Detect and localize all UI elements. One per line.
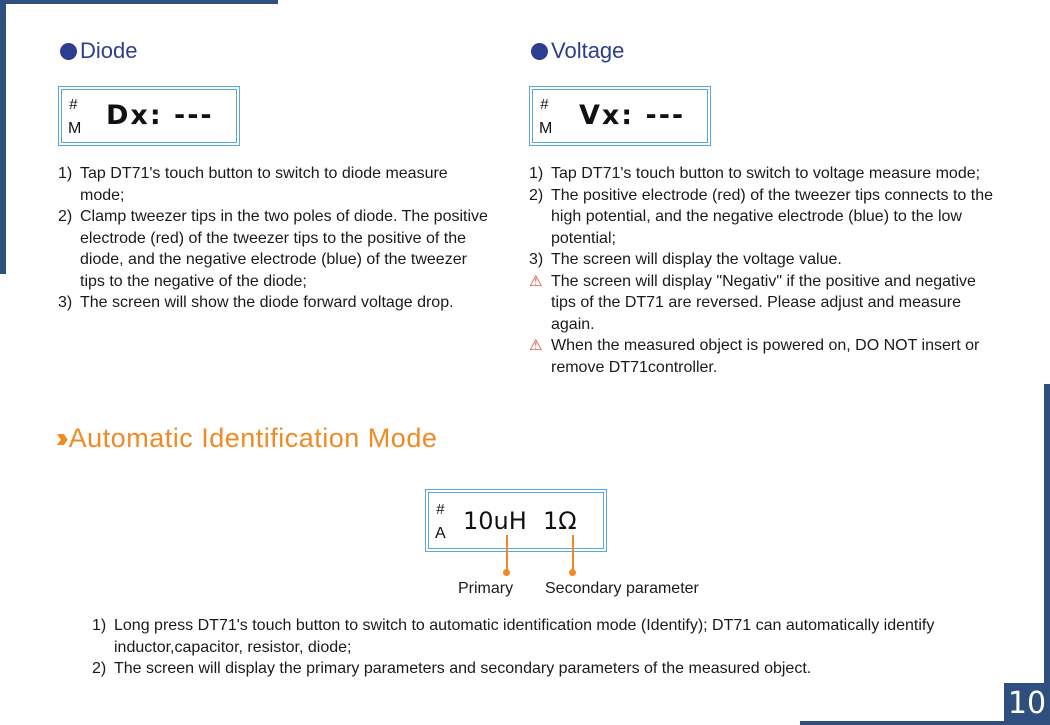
- auto-lcd-display: [428, 492, 604, 549]
- double-chevron-icon: ››: [56, 422, 63, 453]
- voltage-lcd-display: [532, 89, 708, 143]
- diode-lcd-display: [61, 89, 237, 143]
- diode-heading: [60, 38, 137, 64]
- list-item: 2) The positive electrode (red) of the tweezer tips connects to the high potential, and the negative electrode (blue) to the low potential;: [529, 186, 994, 247]
- right-frame-bar: [1044, 384, 1050, 725]
- warning-icon: ⚠: [529, 337, 543, 354]
- voltage-section: [531, 38, 624, 64]
- voltage-title: Voltage: [551, 38, 625, 63]
- lcd-hash: #: [69, 96, 78, 113]
- auto-section-title: ›› Automatic Identification Mode: [56, 422, 438, 453]
- lcd-mode: M: [68, 120, 82, 137]
- list-item: 3) The screen will show the diode forward voltage drop.: [58, 294, 454, 311]
- diode-steps: [58, 163, 488, 314]
- lcd-mode: A: [435, 525, 446, 542]
- bullet-icon: [60, 43, 77, 60]
- lcd-reading: Dx: ---: [106, 100, 214, 131]
- bullet-icon: [531, 43, 548, 60]
- lcd-primary-value: 10uH: [463, 507, 527, 535]
- lcd-mode: M: [539, 120, 553, 137]
- warning-item: ⚠ The screen will display "Negativ" if the positive and negative tips of the DT71 are reversed. Please adjust and measure again.: [529, 272, 976, 333]
- secondary-label: Secondary parameter: [545, 580, 699, 597]
- lcd-secondary-value: 1Ω: [543, 507, 577, 535]
- list-item: 2) The screen will display the primary parameters and secondary parameters of the measured object.: [92, 660, 812, 677]
- diode-section: [60, 38, 137, 64]
- list-item: 1) Tap DT71's touch button to switch to diode measure mode;: [58, 165, 448, 204]
- left-frame-bar: [0, 0, 6, 274]
- diode-title: Diode: [80, 38, 138, 63]
- list-item: 1) Long press DT71's touch button to switch to automatic identification mode (Identify); DT71 can automatically identify inductor,capacitor, resistor, diode;: [92, 617, 935, 656]
- lcd-reading: Vx: ---: [579, 100, 686, 131]
- warning-icon: ⚠: [529, 272, 543, 290]
- secondary-leader-dot: [569, 569, 576, 576]
- top-left-frame-bar: [0, 0, 278, 4]
- list-item: 3) The screen will display the voltage value.: [529, 251, 842, 268]
- voltage-steps: [529, 163, 1004, 378]
- list-item: 1) Tap DT71's touch button to switch to voltage measure mode;: [529, 165, 981, 182]
- primary-leader-dot: [503, 569, 510, 576]
- lcd-hash: #: [540, 96, 549, 113]
- lcd-hash: #: [436, 501, 445, 518]
- primary-leader-line: [506, 535, 508, 571]
- secondary-leader-line: [572, 535, 574, 571]
- voltage-heading: [531, 38, 624, 64]
- list-item: 2) Clamp tweezer tips in the two poles of diode. The positive electrode (red) of the tweezer tips to the positive of the diode, and the negative electrode (blue) of the tweezer tips to the negative of the diode;: [58, 208, 488, 290]
- primary-label: Primary: [458, 580, 514, 597]
- warning-item: ⚠ When the measured object is powered on, DO NOT insert or remove DT71controller.: [529, 337, 980, 376]
- page-number: 10: [1004, 683, 1050, 725]
- auto-steps: [92, 615, 997, 680]
